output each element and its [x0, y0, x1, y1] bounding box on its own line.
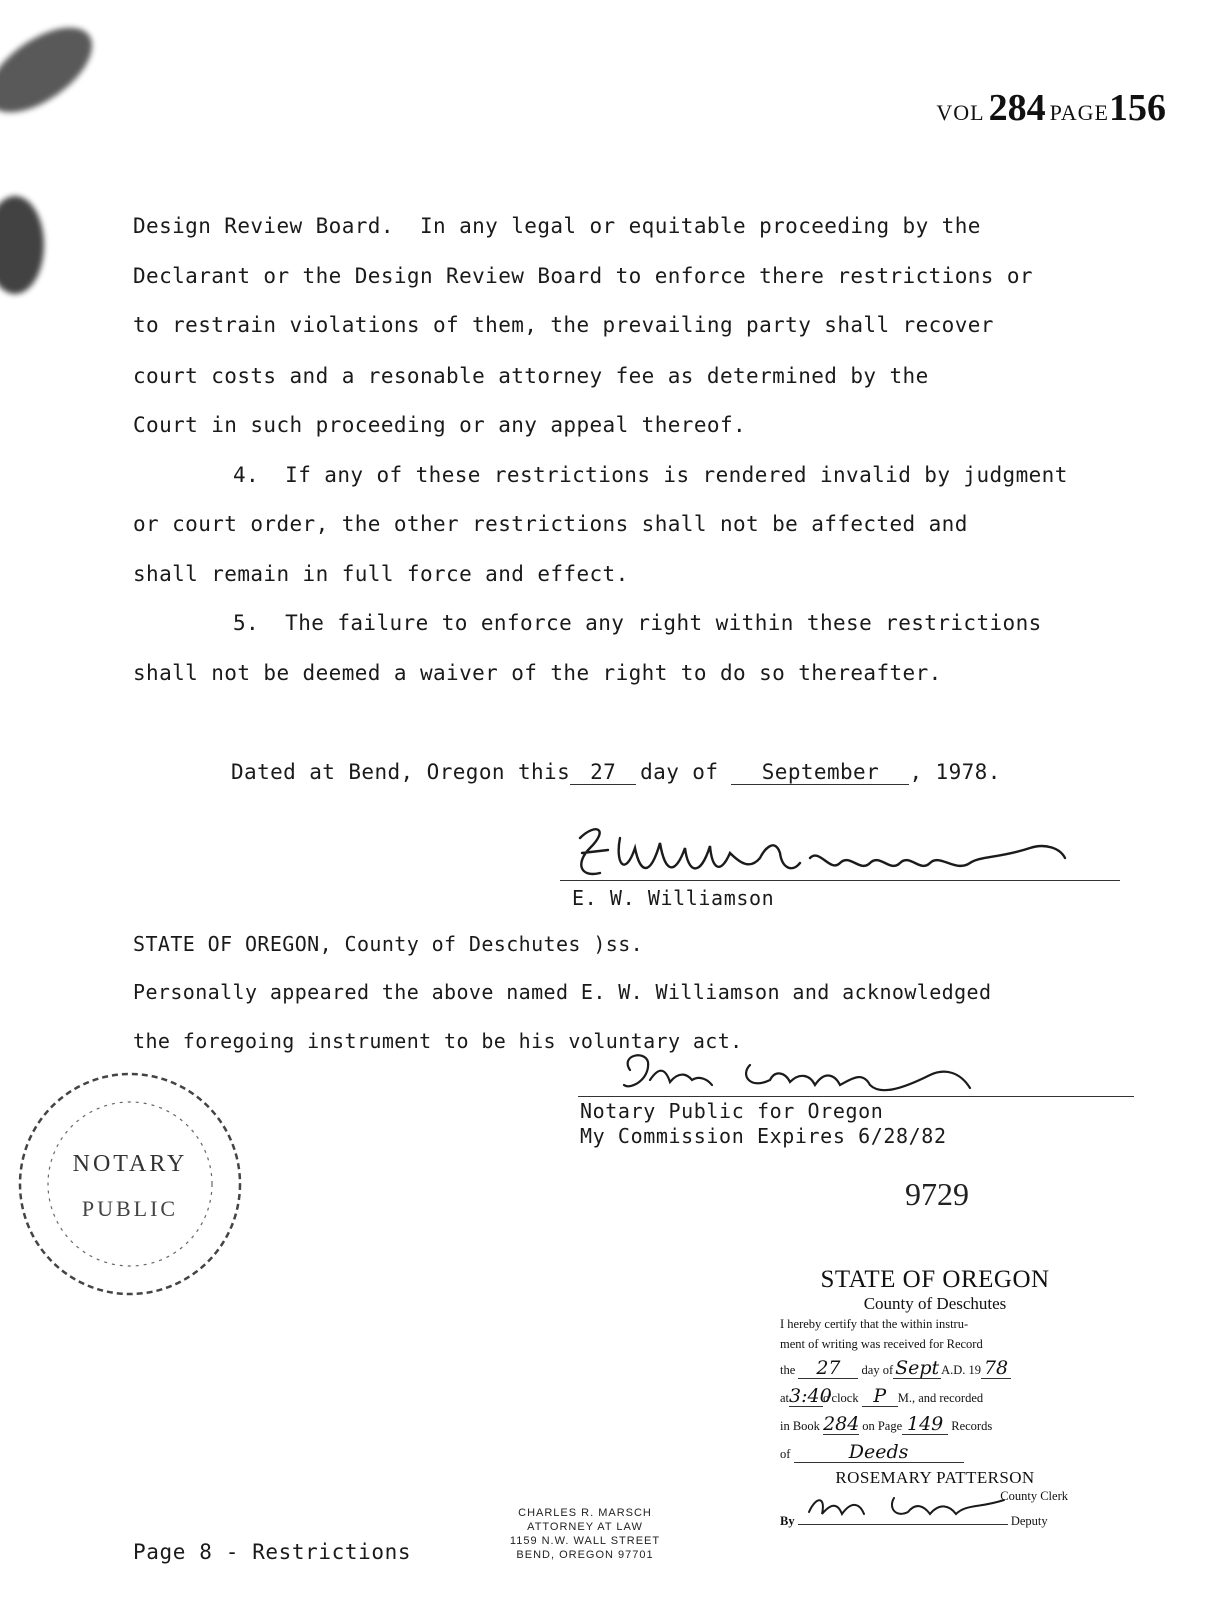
notary-title: Notary Public for Oregon	[580, 1099, 884, 1123]
page-number: 156	[1109, 87, 1166, 129]
cert-records-label: Records	[951, 1419, 993, 1433]
attorney-line: CHARLES R. MARSCH	[518, 1507, 652, 1519]
cert-day: 27	[798, 1358, 858, 1379]
notary-commission: My Commission Expires 6/28/82	[580, 1124, 947, 1148]
cert-month: Sept	[895, 1357, 940, 1379]
item-4-line: shall remain in full force and effect.	[133, 562, 629, 586]
dated-day: 27	[570, 760, 636, 785]
item-5-line: shall not be deemed a waiver of the right to do so thereafter.	[133, 661, 942, 685]
paragraph-line: Declarant or the Design Review Board to enforce there restrictions or	[133, 264, 1033, 288]
cert-county: County of Deschutes	[863, 1294, 1007, 1313]
notary-seal	[12, 1066, 248, 1302]
cert-page: 149	[902, 1414, 948, 1435]
cert-heading: STATE OF OREGON	[820, 1266, 1050, 1293]
vol-number: 284	[988, 87, 1046, 129]
page-label: PAGE	[1049, 100, 1109, 125]
ack-line: the foregoing instrument to be his voluntary act.	[133, 1029, 743, 1053]
signature-line	[560, 880, 1120, 881]
attorney-block	[478, 1506, 692, 1562]
ack-line: STATE OF OREGON, County of Deschutes )ss.	[133, 932, 644, 956]
attorney-line: ATTORNEY AT LAW	[527, 1521, 643, 1533]
cert-clerk-name: ROSEMARY PATTERSON	[835, 1468, 1035, 1487]
cert-deputy-label: Deputy	[1010, 1514, 1048, 1528]
cert-oclock-label: o'clock	[823, 1391, 859, 1405]
cert-dayof-label: day of	[861, 1363, 894, 1377]
item-4-line: or court order, the other restrictions shall not be affected and	[133, 512, 968, 536]
paragraph-line: Design Review Board. In any legal or equitable proceeding by the	[133, 214, 981, 238]
attorney-line: 1159 N.W. WALL STREET	[509, 1535, 661, 1547]
dated-middle: day of	[640, 760, 719, 784]
cert-by-label: By	[780, 1514, 795, 1528]
paragraph-line: to restrain violations of them, the prevailing party shall recover	[133, 313, 994, 337]
vol-label: VOL	[936, 100, 985, 125]
cert-year: 78	[981, 1358, 1011, 1379]
dated-prefix: Dated at Bend, Oregon this	[231, 760, 571, 784]
seal-text-public: PUBLIC	[81, 1196, 179, 1221]
paragraph-line: Court in such proceeding or any appeal thereof.	[133, 413, 747, 437]
cert-time-line	[780, 1386, 1090, 1408]
cert-of-line	[780, 1442, 1090, 1464]
cert-inbook-label: in Book	[780, 1419, 820, 1433]
cert-of-label: of	[780, 1447, 791, 1461]
cert-ampm: P	[862, 1386, 898, 1407]
cert-records-type: Deeds	[794, 1442, 964, 1463]
cert-book-line	[780, 1414, 1090, 1436]
cert-clerk-title: County Clerk	[1000, 1489, 1068, 1503]
volume-page-stamp	[936, 86, 1166, 130]
notary-signature-line	[578, 1096, 1134, 1097]
ack-line: Personally appeared the above named E. W. Williamson and acknowledged	[133, 980, 992, 1004]
cert-book: 284	[823, 1413, 860, 1435]
cert-time: 3:40	[789, 1385, 832, 1407]
scan-smudge	[0, 196, 44, 294]
cert-at-label: at	[780, 1391, 790, 1405]
cert-ad-label: A.D. 19	[941, 1363, 982, 1377]
cert-recorded-label: M., and recorded	[897, 1391, 984, 1405]
item-4-line: 4. If any of these restrictions is rendered invalid by judgment	[233, 463, 1068, 487]
dated-year: , 1978.	[909, 760, 1001, 784]
paragraph-line: court costs and a resonable attorney fee as determined by the	[133, 364, 929, 388]
seal-text-notary: NOTARY	[72, 1151, 188, 1177]
cert-the-label: the	[780, 1363, 796, 1377]
attorney-line: BEND, OREGON 97701	[516, 1549, 654, 1561]
cert-statement-1: I hereby certify that the within instru-	[780, 1317, 969, 1331]
deputy-signature-scribble	[804, 1488, 1014, 1524]
signer-name: E. W. Williamson	[572, 886, 775, 910]
cert-onpage-label: on Page	[862, 1419, 903, 1433]
dated-month: September	[731, 760, 909, 785]
scan-smudge	[0, 11, 106, 129]
cert-date-line	[780, 1358, 1090, 1380]
document-number: 9729	[905, 1176, 969, 1212]
dated-line	[231, 760, 1001, 785]
cert-by-line	[780, 1506, 1090, 1531]
item-5-line: 5. The failure to enforce any right within these restrictions	[233, 611, 1042, 635]
footer-page-label: Page 8 - Restrictions	[133, 1540, 412, 1564]
seal-graphic	[12, 1066, 248, 1302]
cert-statement-2: ment of writing was received for Record	[780, 1337, 983, 1351]
recording-certificate	[780, 1266, 1090, 1531]
